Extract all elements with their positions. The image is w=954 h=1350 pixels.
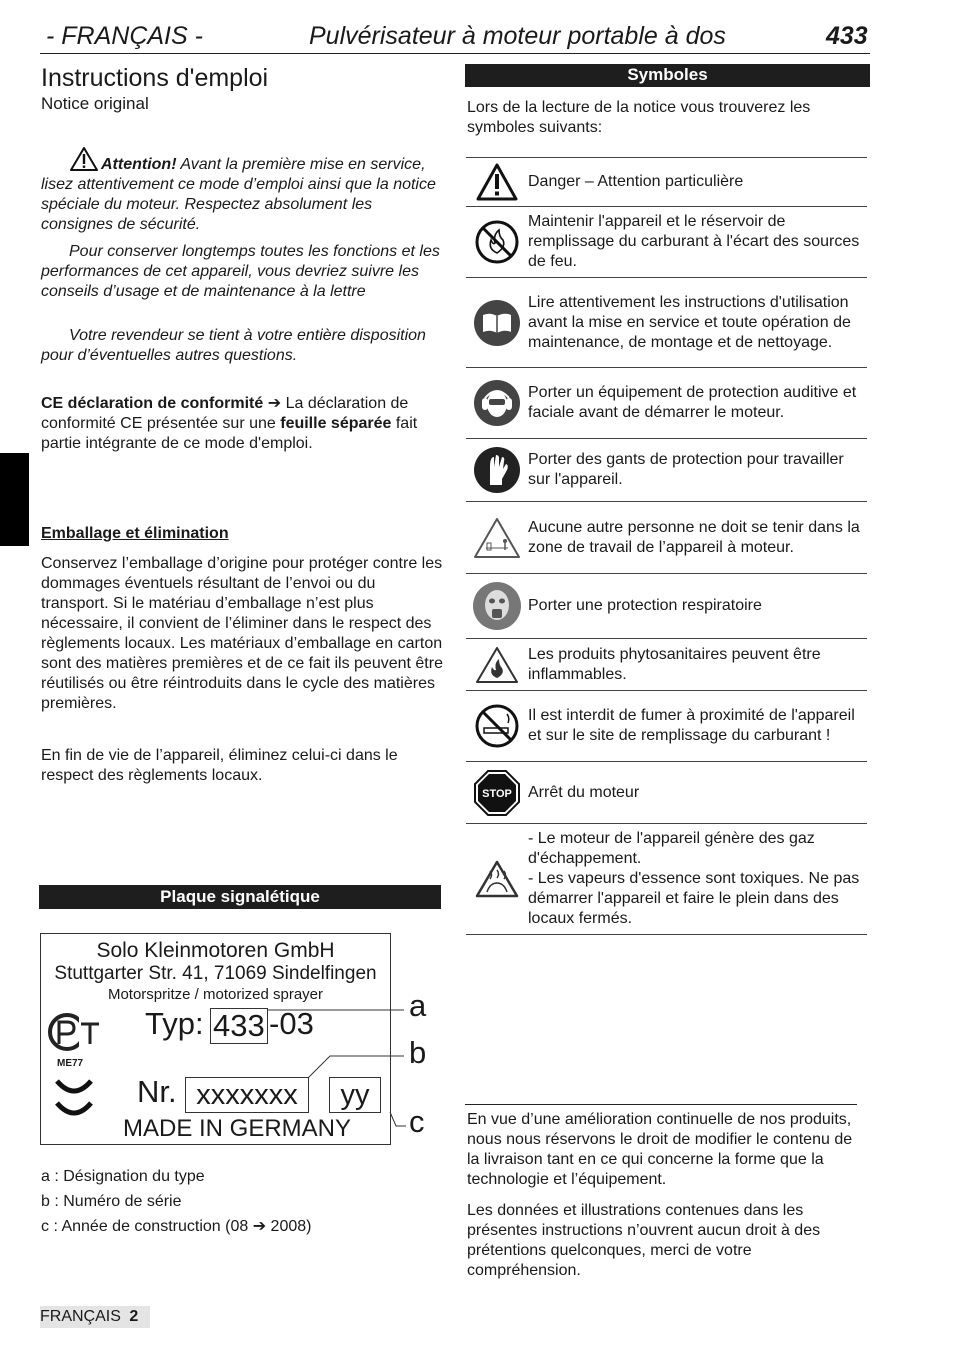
dealer-paragraph: Votre revendeur se tient à votre entière disposition pour d’éventuelles autres questions. xyxy=(41,327,426,364)
callout-b: b xyxy=(409,1035,427,1070)
symbol-row xyxy=(466,438,867,501)
packaging-paragraph-2: En fin de vie de l’appareil, éliminez celui-ci dans le respect des règlements locaux. xyxy=(41,747,398,784)
plate-address: Stuttgarter Str. 41, 71069 Sindelfingen xyxy=(54,963,377,984)
no-smoking-icon xyxy=(474,703,520,749)
symbol-row xyxy=(466,367,867,438)
keep-distance-icon xyxy=(472,516,522,560)
stop-icon-label: STOP xyxy=(482,787,512,800)
maintenance-paragraph: Pour conserver longtemps toutes les fonctions et les performances de cet appareil, vous devriez suivre les conseils d’usage et de maintenance à la lettre xyxy=(41,243,440,300)
arrow-right-icon: ➔ xyxy=(267,395,282,412)
header-language: - FRANÇAIS - xyxy=(46,22,203,50)
plate-type-suffix: -03 xyxy=(269,1006,314,1041)
eac-mark-icon xyxy=(53,1077,95,1125)
plate-made-in: MADE IN GERMANY xyxy=(123,1115,352,1142)
ce-text-2: fait partie intégrante de ce mode d'emploi. xyxy=(41,415,418,452)
symbols-intro: Lors de la lecture de la notice vous trouverez les symboles suivants: xyxy=(467,99,811,136)
legend-item-a: a : Désignation du type xyxy=(41,1168,205,1185)
symbol-row xyxy=(466,573,867,638)
symbol-text: - Le moteur de l'appareil génère des gaz d'échappement. - Les vapeurs d'essence sont toxiques. Ne pas démarrer l'appareil et faire le plein dans des locaux fermés. xyxy=(528,830,860,927)
plate-product: Motorspritze / motorized sprayer xyxy=(107,986,324,1003)
header-page-code: 433 xyxy=(826,22,868,50)
header-rule xyxy=(40,53,870,54)
ce-text-1: La déclaration de conformité CE présentée sur une xyxy=(41,395,409,432)
symbol-text: Maintenir l'appareil et le réservoir de remplissage du carburant à l'écart des sources de feu. xyxy=(528,213,860,270)
symbol-text: Porter des gants de protection pour travailler sur l'appareil. xyxy=(528,451,844,488)
attention-paragraph xyxy=(41,146,441,235)
symbol-row xyxy=(466,277,867,367)
ear-face-protection-icon xyxy=(472,378,522,428)
plate-company: Solo Kleinmotoren GmbH xyxy=(96,939,335,962)
improvement-paragraph: En vue d’une amélioration continuelle de nos produits, nous nous réservons le droit de modifier le contenu de la livraison tant en ce qui concerne la forme que la technologie et l’équipement. xyxy=(467,1111,853,1188)
footer-language: FRANÇAIS xyxy=(40,1308,121,1325)
symbol-text: Danger – Attention particulière xyxy=(528,173,744,190)
stop-icon xyxy=(473,769,521,817)
symbols-table xyxy=(466,157,867,935)
footer-page-label xyxy=(40,1306,150,1328)
callout-c: c xyxy=(409,1104,425,1139)
header-title: Pulvérisateur à moteur portable à dos xyxy=(309,22,726,50)
warning-triangle-icon xyxy=(475,162,519,202)
symbol-row xyxy=(466,690,867,761)
plate-nr-label: Nr. xyxy=(137,1074,177,1109)
plate-type-label: Typ: xyxy=(145,1006,204,1041)
ce-label: CE déclaration de conformité xyxy=(41,395,264,412)
page-heading: Instructions d'emploi xyxy=(41,64,269,92)
symbol-row xyxy=(466,501,867,573)
toxic-fumes-icon xyxy=(474,859,520,899)
disclaimer-paragraph: Les données et illustrations contenues dans les présentes instructions n’ouvrent aucun droit à des prétentions quelconques, merci de votre compréhension. xyxy=(467,1202,821,1279)
pct-certification-icon xyxy=(45,1008,103,1058)
plate-serial-box: xxxxxxx xyxy=(185,1077,309,1113)
symbol-text: Les produits phytosanitaires peuvent être inflammables. xyxy=(528,645,821,683)
ce-paragraph xyxy=(41,394,441,454)
flammable-icon xyxy=(474,645,520,685)
callout-a: a xyxy=(409,988,427,1023)
symbol-text: Arrêt du moteur xyxy=(528,783,640,801)
symbol-row xyxy=(466,761,867,823)
section-side-tab xyxy=(0,453,29,546)
bottom-divider xyxy=(465,1104,857,1105)
symbol-row xyxy=(466,638,867,690)
symbol-row xyxy=(466,206,867,277)
attention-text: Avant la première mise en service, lisez attentivement ce mode d’emploi ainsi que la notice spéciale du moteur. Respectez absolument les consignes de sécurité. xyxy=(41,156,436,233)
symbol-text: Porter une protection respiratoire xyxy=(528,597,762,614)
symbols-section-heading: Symboles xyxy=(465,64,870,87)
warning-triangle-icon xyxy=(69,146,99,172)
packaging-paragraph-1: Conservez l’emballage d’origine pour protéger contre les dommages éventuels résultant de l’envoi ou du transport. Si le matériau d’emballage n’est plus nécessaire, il convient de l’éliminer dans le respect des règlements locaux. Les matériaux d’emballage en carton sont des matières premières et de ce fait ils peuvent être réutilisés ou être réintroduits dans le cycle des matières premières. xyxy=(41,555,443,712)
legend-item-b: b : Numéro de série xyxy=(41,1193,182,1210)
attention-label: Attention! xyxy=(101,156,177,173)
ce-bold: feuille séparée xyxy=(280,415,392,432)
read-manual-icon xyxy=(472,298,522,348)
plate-type-box: 433 xyxy=(210,1008,268,1044)
symbol-text: Lire attentivement les instructions d'utilisation avant la mise en service et toute opération de maintenance, de montage et de nettoyage. xyxy=(528,293,851,351)
page-subheading: Notice original xyxy=(41,94,149,113)
symbol-text: Aucune autre personne ne doit se tenir dans la zone de travail de l’appareil à moteur. xyxy=(528,518,860,556)
plate-cert-mark: ME77 xyxy=(57,1058,84,1069)
no-fire-icon xyxy=(474,219,520,265)
respirator-icon xyxy=(471,580,523,632)
symbol-text: Il est interdit de fumer à proximité de l'appareil et sur le site de remplissage du carburant ! xyxy=(528,707,855,744)
plate-section-heading: Plaque signalétique xyxy=(39,885,441,909)
packaging-heading: Emballage et élimination xyxy=(41,525,229,542)
plate-year-box: yy xyxy=(329,1077,381,1113)
symbol-text: Porter un équipement de protection auditive et faciale avant de démarrer le moteur. xyxy=(528,384,857,421)
footer-page-number: 2 xyxy=(129,1308,139,1325)
symbol-row xyxy=(466,823,867,935)
legend-item-c: c : Année de construction (08 ➔ 2008) xyxy=(41,1218,312,1235)
gloves-icon xyxy=(472,445,522,495)
plate-callout-lines xyxy=(220,1000,410,1140)
symbol-row xyxy=(466,157,867,206)
